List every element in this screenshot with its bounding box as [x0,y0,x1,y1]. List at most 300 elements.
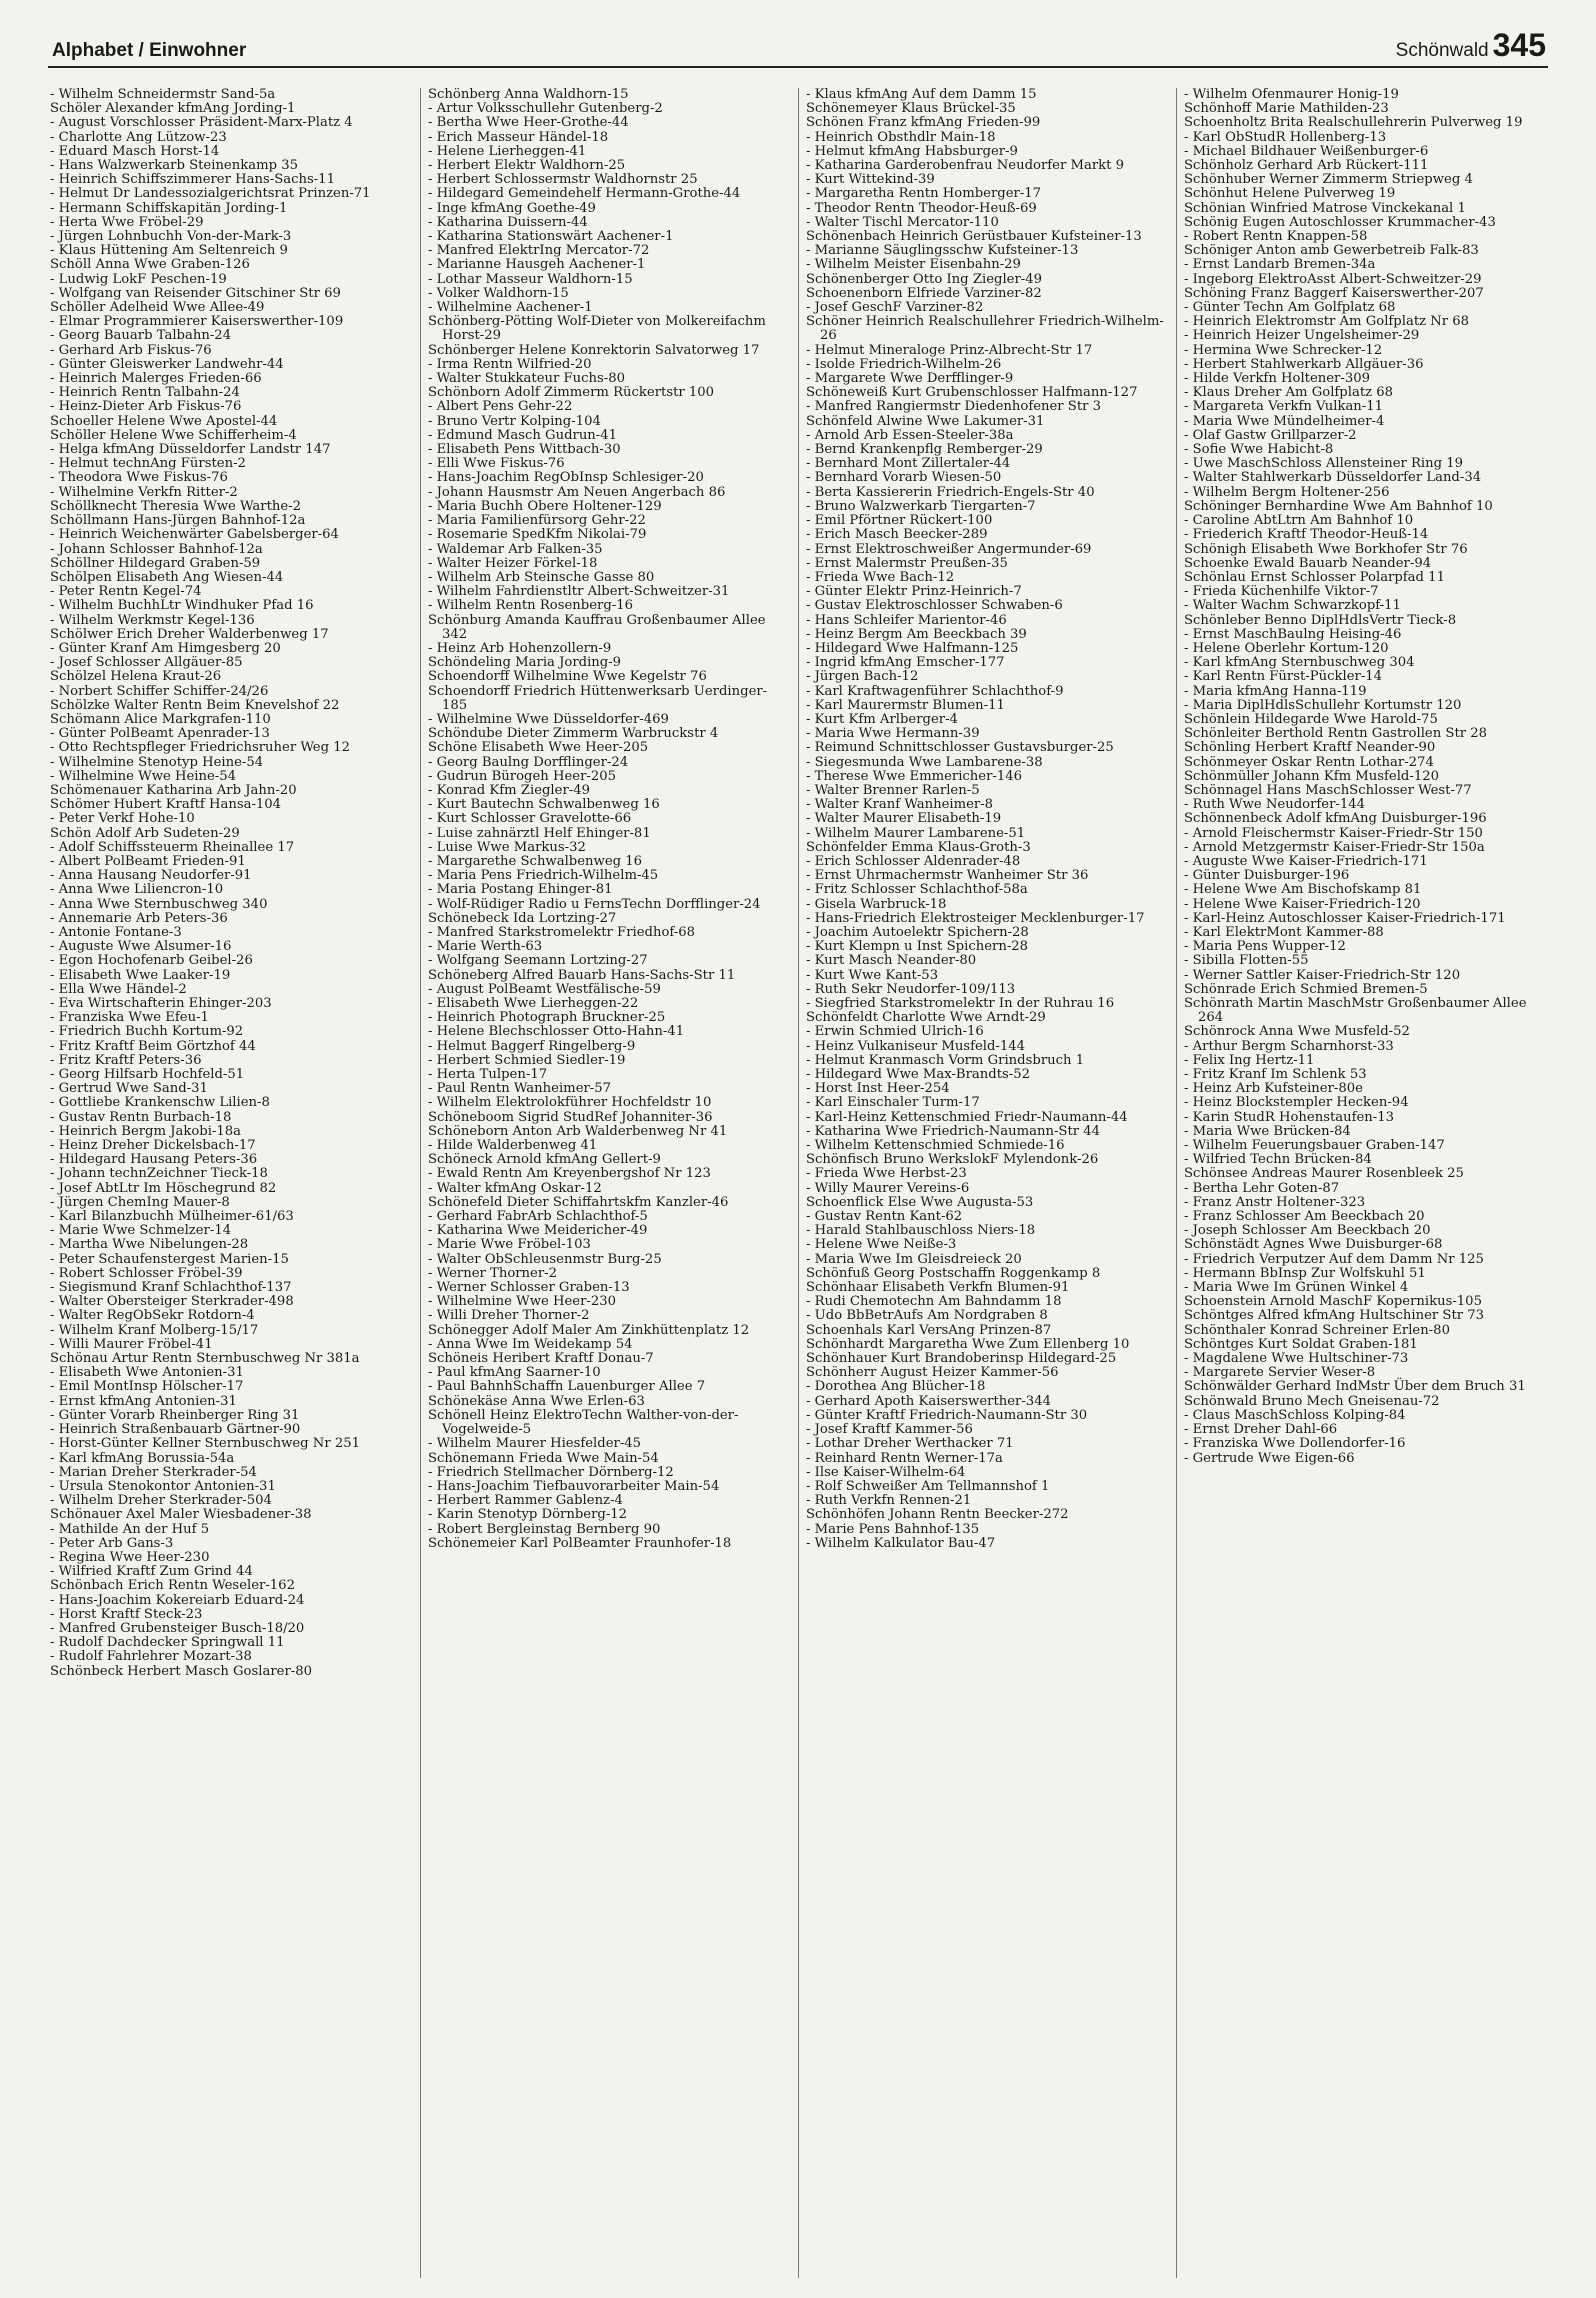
directory-entry: - Katharina Wwe Friedrich-Naumann-Str 44 [806,1123,1101,1139]
directory-entry: - Ursula Stenokontor Antonien-31 [50,1478,276,1494]
directory-entry: - Josef Schlosser Allgäuer-85 [50,655,243,671]
directory-entry: - Manfred Starkstromelektr Friedhof-68 [428,924,696,940]
directory-entry: Schöninger Bernhardine Wwe Am Bahnhof 10 [1184,498,1493,514]
directory-entry: Schölzel Helena Kraut-26 [50,669,222,685]
directory-entry: - Wilhelmine Aachener-1 [428,300,593,316]
directory-entry: - Hans Schleifer Marientor-46 [806,612,1007,628]
directory-entry: - Marianne Säuglingsschw Kufsteiner-13 [806,243,1079,259]
directory-entry: - Gerhard FabrArb Schlachthof-5 [428,1209,648,1225]
directory-entry: - Horst-Günter Kellner Sternbuschweg Nr 251 [50,1436,361,1452]
directory-entry: - Horst Inst Heer-254 [806,1081,950,1097]
directory-entry: - Waldemar Arb Falken-35 [428,541,603,557]
directory-entry: - Wilhelm Kranf Molberg-15/17 [50,1322,259,1338]
directory-entry: - Hilde Verkfn Holtener-309 [1184,371,1370,387]
directory-entry: - Eduard Masch Horst-14 [50,143,220,159]
directory-entry: - Josef Kraftf Kammer-56 [806,1422,973,1438]
directory-entry: - Dorothea Ang Blücher-18 [806,1379,986,1395]
directory-entry: - Ruth Verkfn Rennen-21 [806,1493,972,1509]
directory-entry: - Walter Brenner Rarlen-5 [806,782,980,798]
directory-entry: - Klaus Hüttening Am Seltenreich 9 [50,243,288,259]
directory-entry: - Hilde Walderbenweg 41 [428,1138,598,1154]
directory-entry: - Emil MontInsp Hölscher-17 [50,1379,244,1395]
directory-entry: - Walter Kranf Wanheimer-8 [806,797,994,813]
directory-entry: - Marie Wwe Schmelzer-14 [50,1223,232,1239]
directory-entry: Schöner Heinrich Realschullehrer Friedrich-Wilhelm-26 [806,314,1164,344]
directory-entry: - Willy Maurer Vereins-6 [806,1180,970,1196]
directory-entry: - Regina Wwe Heer-230 [50,1549,210,1565]
directory-entry: - Marie Wwe Fröbel-103 [428,1237,591,1253]
directory-entry: - Helene Wwe Am Bischofskamp 81 [1184,882,1422,898]
directory-entry: - Ernst kfmAng Antonien-31 [50,1393,237,1409]
directory-entry: - Kurt Kfm Arlberger-4 [806,711,958,727]
directory-entry: - Paul BahnhSchaffn Lauenburger Allee 7 [428,1379,706,1395]
directory-entry: Schöndube Dieter Zimmerm Warbruckstr 4 [428,726,719,742]
directory-entry: - Helmut kfmAng Habsburger-9 [806,143,1018,159]
directory-entry: Schönhauer Kurt Brandoberinsp Hildegard-25 [806,1351,1117,1367]
directory-entry: - Günter Gleiswerker Landwehr-44 [50,356,284,372]
directory-entry: - Günter Kraftf Friedrich-Naumann-Str 30 [806,1407,1088,1423]
directory-entry: - Wilhelmine Verkfn Ritter-2 [50,484,238,500]
directory-entry: Schöning Franz Baggerf Kaiserswerther-207 [1184,285,1484,301]
directory-entry: Schönekäse Anna Wwe Erlen-63 [428,1393,645,1409]
directory-entry: Schoendorff Wilhelmine Wwe Kegelstr 76 [428,669,707,685]
directory-entry: - Gustav Rentn Kant-62 [806,1209,963,1225]
directory-entry: - Ernst Elektroschweißer Angermunder-69 [806,541,1092,557]
directory-entry: Schönemann Frieda Wwe Main-54 [428,1450,659,1466]
directory-entry: - Theodora Wwe Fiskus-76 [50,470,228,486]
directory-entry: Schömer Hubert Kraftf Hansa-104 [50,797,282,813]
directory-entry: - Wilhelm Kalkulator Bau-47 [806,1535,996,1551]
directory-entry: - Georg Bauarb Talbahn-24 [50,328,232,344]
directory-entry: - Annemarie Arb Peters-36 [50,910,228,926]
directory-entry: - Walter Heizer Förkel-18 [428,555,598,571]
directory-entry: - Robert Rentn Knappen-58 [1184,229,1368,245]
directory-entry: Schöller Adelheid Wwe Allee-49 [50,300,265,316]
directory-entry: - Rudolf Dachdecker Springwall 11 [50,1635,285,1651]
directory-entry: Schönberg-Pötting Wolf-Dieter von Molkereifachm Horst-29 [428,314,766,344]
directory-entry: - Elisabeth Wwe Antonien-31 [50,1365,244,1381]
directory-entry: - Karl kfmAng Sternbuschweg 304 [1184,655,1415,671]
directory-entry: - Joseph Schlosser Am Beeckbach 20 [1184,1223,1431,1239]
directory-entry: Schönberg Anna Waldhorn-15 [428,88,629,102]
directory-entry: - Antonie Fontane-3 [50,924,182,940]
directory-entry: - Hans-Joachim Kokereiarb Eduard-24 [50,1592,305,1608]
directory-entry: Schöneis Heribert Kraftf Donau-7 [428,1351,654,1367]
directory-entry: - Kurt Klempn u Inst Spichern-28 [806,939,1029,955]
directory-entry: - Emil Pförtner Rückert-100 [806,513,993,529]
directory-entry: - Heinrich Weichenwärter Gabelsberger-64 [50,527,339,543]
directory-entry: - Charlotte Ang Lützow-23 [50,129,227,145]
directory-entry: - Auguste Wwe Kaiser-Friedrich-171 [1184,853,1428,869]
directory-entry: Schönrath Martin MaschMstr Großenbaumer Allee 264 [1184,996,1527,1026]
directory-entry: - Maria Buchh Obere Holtener-129 [428,498,662,514]
page-number: 345 [1492,27,1546,63]
directory-entry: - Wilfried Techn Brücken-84 [1184,1152,1372,1168]
directory-entry: - Ernst Malermstr Preußen-35 [806,555,1008,571]
directory-entry: Schönhoff Marie Mathilden-23 [1184,101,1389,117]
directory-entry: - Egon Hochofenarb Geibel-26 [50,953,253,969]
directory-entry: - Heinrich Photograph Bruckner-25 [428,1010,666,1026]
directory-columns [50,88,1546,2288]
directory-entry: - Heinz Bergm Am Beeckbach 39 [806,626,1027,642]
directory-entry: - Günter Elektr Prinz-Heinrich-7 [806,584,1022,600]
directory-entry: - Peter Arb Gans-3 [50,1535,174,1551]
directory-entry: Schönholz Gerhard Arb Rückert-111 [1184,158,1429,174]
directory-entry: - Kurt Schlosser Gravelotte-66 [428,811,632,827]
directory-entry: - Helga kfmAng Düsseldorfer Landstr 147 [50,442,331,458]
directory-entry: - Reinhard Rentn Werner-17a [806,1450,1003,1466]
directory-entry: - Wilhelm Bergm Holtener-256 [1184,484,1390,500]
directory-entry: - Helmut Kranmasch Vorm Grindsbruch 1 [806,1052,1085,1068]
directory-entry: - Isolde Friedrich-Wilhelm-26 [806,356,1002,372]
directory-entry: - Wolf-Rüdiger Radio u FernsTechn Dorfflinger-24 [428,896,761,912]
directory-entry: - Klaus kfmAng Auf dem Damm 15 [806,88,1037,102]
directory-entry: Schönian Winfried Matrose Vinckekanal 1 [1184,200,1466,216]
directory-entry: - Walter Stahlwerkarb Düsseldorfer Land-34 [1184,470,1482,486]
directory-entry: - Wilhelm Schneidermstr Sand-5a [50,88,276,102]
directory-entry: - Lothar Masseur Waldhorn-15 [428,271,633,287]
directory-entry: - Maria DiplHdlsSchullehr Kortumstr 120 [1184,697,1462,713]
directory-entry: - Helmut Baggerf Ringelberg-9 [428,1038,636,1054]
directory-entry: - Walter Maurer Elisabeth-19 [806,811,1002,827]
directory-entry: Schönfeld Alwine Wwe Lakumer-31 [806,413,1045,429]
directory-entry: - Reimund Schnittschlosser Gustavsburger-25 [806,740,1114,756]
directory-entry: - August Vorschlosser Präsident-Marx-Platz 4 [50,115,353,131]
directory-entry: - Kurt Bautechn Schwalbenweg 16 [428,797,660,813]
directory-entry: Schönfeldt Charlotte Wwe Arndt-29 [806,1010,1046,1026]
directory-entry: - Anna Wwe Im Weidekamp 54 [428,1336,633,1352]
directory-entry: - Friedrich Buchh Kortum-92 [50,1024,244,1040]
directory-entry: - Wilhelmine Wwe Heer-230 [428,1294,617,1310]
directory-entry: Schönell Heinz ElektroTechn Walther-von-der-Vogelweide-5 [428,1407,739,1438]
directory-entry: Schölwer Erich Dreher Walderbenweg 17 [50,626,329,642]
directory-entry: - Margaretha Rentn Homberger-17 [806,186,1042,202]
directory-entry: - Paul kfmAng Saarner-10 [428,1365,601,1381]
directory-entry: - Paul Rentn Wanheimer-57 [428,1081,612,1097]
directory-entry: - Wilhelm Feuerungsbauer Graben-147 [1184,1138,1445,1154]
directory-entry: Schönmüller Johann Kfm Musfeld-120 [1184,768,1440,784]
directory-entry: Schönwälder Gerhard IndMstr Über dem Bruch 31 [1184,1379,1526,1395]
directory-entry: - Ruth Sekr Neudorfer-109/113 [806,981,1016,997]
directory-entry: - August PolBeamt Westfälische-59 [428,981,661,997]
directory-entry: - Gustav Rentn Burbach-18 [50,1109,232,1125]
directory-entry: - Gudrun Bürogeh Heer-205 [428,768,616,784]
directory-entry: Schönthaler Konrad Schreiner Erlen-80 [1184,1322,1450,1338]
directory-entry: - Heinz Dreher Dickelsbach-17 [50,1138,256,1154]
directory-entry: - Karl ElektrMont Kammer-88 [1184,924,1384,940]
directory-entry: - Marie Pens Bahnhof-135 [806,1521,980,1537]
directory-entry: - Wilhelm Ofenmaurer Honig-19 [1184,88,1399,102]
directory-entry: - Günter Vorarb Rheinberger Ring 31 [50,1407,300,1423]
directory-entry: - Günter Duisburger-196 [1184,868,1350,884]
directory-entry: - Arnold Metzgermstr Kaiser-Friedr-Str 150a [1184,839,1485,855]
directory-entry: - Anna Hausang Neudorfer-91 [50,868,252,884]
column-divider [1176,88,1177,2278]
directory-entry: - Frieda Wwe Bach-12 [806,569,955,585]
directory-entry: Schöneberg Alfred Bauarb Hans-Sachs-Str 11 [428,967,736,983]
directory-entry: - Wolfgang van Reisender Gitschiner Str 69 [50,285,341,301]
directory-entry: Schömenauer Katharina Arb Jahn-20 [50,782,297,798]
directory-entry: - Walter kfmAng Oskar-12 [428,1180,602,1196]
directory-entry: - Elisabeth Wwe Lierheggen-22 [428,996,639,1011]
directory-entry: - Sofie Wwe Habicht-8 [1184,442,1334,458]
directory-entry: - Maria Wwe Im Gleisdreieck 20 [806,1251,1022,1267]
directory-entry: - Erich Schlosser Aldenrader-48 [806,853,1021,869]
directory-entry: - Anna Wwe Sternbuschweg 340 [50,896,268,912]
directory-entry: - Herbert Rammer Gablenz-4 [428,1493,623,1509]
directory-entry: - Margarete Servier Weser-8 [1184,1365,1376,1381]
directory-entry: - Werner Sattler Kaiser-Friedrich-Str 120 [1184,967,1461,983]
directory-entry: - Ernst Dreher Dahl-66 [1184,1422,1338,1438]
directory-entry: - Hermina Wwe Schrecker-12 [1184,342,1383,358]
directory-entry: - Ewald Rentn Am Kreyenbergshof Nr 123 [428,1166,711,1182]
directory-entry: - Wilhelm Dreher Sterkrader-504 [50,1493,272,1509]
directory-entry: - Rolf Schweißer Am Tellmannshof 1 [806,1478,1050,1494]
directory-entry: - Siegfried Starkstromelektr In der Ruhrau 16 [806,996,1115,1011]
directory-entry: - Friedrich Verputzer Auf dem Damm Nr 125 [1184,1251,1484,1267]
directory-entry: - Ilse Kaiser-Wilhelm-64 [806,1464,966,1480]
directory-entry: - Walter Stukkateur Fuchs-80 [428,371,626,387]
directory-entry: - Günter Techn Am Golfplatz 68 [1184,300,1396,316]
directory-entry: - Walter RegObSekr Rotdorn-4 [50,1308,255,1324]
directory-entry: - Peter Verkf Hohe-10 [50,811,195,827]
directory-entry: - Harald Stahlbauschloss Niers-18 [806,1223,1036,1239]
directory-entry: - Maria kfmAng Hanna-119 [1184,683,1367,699]
directory-entry: - Friedrich Stellmacher Dörnberg-12 [428,1464,674,1480]
directory-entry: - Maria Wwe Brücken-84 [1184,1123,1351,1139]
directory-entry: - Maria Pens Friedrich-Wilhelm-45 [428,868,659,884]
directory-entry: - Hans-Joachim RegObInsp Schlesiger-20 [428,470,704,486]
directory-entry: - Karl Bilanzbuchh Mülheimer-61/63 [50,1209,294,1225]
column-2 [428,88,792,2278]
directory-entry: - Magdalene Wwe Hultschiner-73 [1184,1351,1409,1367]
directory-entry: Schönmeyer Oskar Rentn Lothar-274 [1184,754,1434,770]
directory-entry: - Caroline AbtLtrn Am Bahnhof 10 [1184,513,1414,529]
directory-entry: - Artur Volksschullehr Gutenberg-2 [428,101,663,117]
directory-entry: - Maria Wwe Hermann-39 [806,726,980,742]
directory-entry: - Karl Maurermstr Blumen-11 [806,697,1005,713]
directory-entry: Schönleiter Berthold Rentn Gastrollen Str 28 [1184,726,1488,742]
directory-entry: - Heinz Arb Kufsteiner-80e [1184,1081,1363,1097]
directory-entry: - Erich Masch Beecker-289 [806,527,988,543]
directory-entry: - Heinrich Malerges Frieden-66 [50,371,262,387]
directory-entry: - Maria Wwe Mündelheimer-4 [1184,413,1385,429]
directory-entry: - Arthur Bergm Scharnhorst-33 [1184,1038,1394,1054]
directory-entry: - Konrad Kfm Ziegler-49 [428,782,590,798]
directory-entry: Schöllknecht Theresia Wwe Warthe-2 [50,498,302,514]
directory-entry: - Gustav Elektroschlosser Schwaben-6 [806,598,1063,614]
directory-entry: - Karl-Heinz Autoschlosser Kaiser-Friedrich-171 [1184,910,1506,926]
directory-entry: - Marianne Hausgeh Aachener-1 [428,257,646,273]
directory-entry: - Ludwig LokF Peschen-19 [50,271,227,287]
directory-entry: Schöll Anna Wwe Graben-126 [50,257,250,273]
directory-entry: - Klaus Dreher Am Golfplatz 68 [1184,385,1394,401]
directory-entry: Schöneck Arnold kfmAng Gellert-9 [428,1152,661,1168]
directory-entry: - Johann Hausmstr Am Neuen Angerbach 86 [428,484,726,500]
directory-entry: - Therese Wwe Emmericher-146 [806,768,1023,784]
directory-entry: - Uwe MaschSchloss Allensteiner Ring 19 [1184,456,1464,472]
directory-entry: - Elisabeth Pens Wittbach-30 [428,442,621,458]
directory-entry: Schönhöfen Johann Rentn Beecker-272 [806,1507,1069,1523]
directory-entry: - Willi Maurer Fröbel-41 [50,1336,213,1352]
column-divider [798,88,799,2278]
directory-entry: - Marie Werth-63 [428,939,543,955]
directory-entry: - Gisela Warbruck-18 [806,896,947,912]
directory-entry: - Manfred ElektrIng Mercator-72 [428,243,650,259]
directory-entry: - Erich Masseur Händel-18 [428,129,609,145]
directory-entry: - Jürgen Bach-12 [806,669,919,685]
directory-entry: Schoenenborn Elfriede Varziner-82 [806,285,1042,301]
directory-entry: - Michael Bildhauer Weißenburger-6 [1184,143,1429,159]
directory-entry: Schöntges Kurt Soldat Graben-181 [1184,1336,1418,1352]
directory-entry: - Peter Schaufenstergest Marien-15 [50,1251,289,1267]
directory-entry: - Hildegard Gemeindehelf Hermann-Grothe-44 [428,186,741,202]
directory-entry: Schönwald Bruno Mech Gneisenau-72 [1184,1393,1440,1409]
directory-entry: - Helene Blechschlosser Otto-Hahn-41 [428,1024,685,1040]
directory-entry: - Wilhelm Maurer Lambarene-51 [806,825,1026,841]
directory-entry: - Rosemarie SpedKfm Nikolai-79 [428,527,647,543]
directory-entry: - Siegismund Kranf Schlachthof-137 [50,1280,292,1296]
directory-entry: - Hans-Friedrich Elektrosteiger Mecklenburger-17 [806,910,1145,926]
directory-entry: Schöneboom Sigrid StudRef Johanniter-36 [428,1109,713,1125]
directory-entry: - Bernd Krankenpflg Remberger-29 [806,442,1043,458]
directory-entry: Schöndeling Maria Jording-9 [428,655,622,671]
directory-entry: Schönigh Elisabeth Wwe Borkhofer Str 76 [1184,541,1468,557]
directory-entry: - Karin Stenotyp Dörnberg-12 [428,1507,628,1523]
column-1 [50,88,414,2278]
directory-entry: Schönfisch Bruno WerkslokF Mylendonk-26 [806,1152,1099,1168]
directory-entry: Schönnagel Hans MaschSchlosser West-77 [1184,782,1472,798]
page-header [48,27,1548,68]
directory-entry: Schönleber Benno DiplHdlsVertr Tieck-8 [1184,612,1457,628]
directory-entry: - Helmut Dr Landessozialgerichtsrat Prinzen-71 [50,186,371,202]
directory-entry: - Kurt Wittekind-39 [806,172,935,188]
directory-entry: - Heinz-Dieter Arb Fiskus-76 [50,399,242,415]
directory-entry: - Walter Tischl Mercator-110 [806,214,999,230]
directory-entry: - Joachim Autoelektr Spichern-28 [806,924,1029,940]
directory-entry: - Ingeborg ElektroAsst Albert-Schweitzer-29 [1184,271,1482,287]
directory-entry: - Volker Waldhorn-15 [428,285,569,301]
directory-entry: - Wilhelm Kettenschmied Schmiede-16 [806,1138,1065,1154]
directory-entry: - Ella Wwe Händel-2 [50,981,187,997]
directory-entry: - Wilhelm Werkmstr Kegel-136 [50,612,255,628]
directory-entry: - Norbert Schiffer Schiffer-24/26 [50,683,269,699]
directory-entry: Schöneborn Anton Arb Walderbenweg Nr 41 [428,1123,728,1139]
directory-entry: - Wilfried Kraftf Zum Grind 44 [50,1564,253,1580]
directory-entry: Schoenflick Else Wwe Augusta-53 [806,1194,1034,1210]
directory-entry: - Franz Schlosser Am Beeckbach 20 [1184,1209,1425,1225]
directory-entry: - Gertrude Wwe Eigen-66 [1184,1450,1355,1466]
directory-entry: - Herta Wwe Fröbel-29 [50,214,204,230]
directory-entry: - Heinrich Straßenbauarb Gärtner-90 [50,1422,301,1438]
directory-entry: Schönborn Adolf Zimmerm Rückertstr 100 [428,385,715,401]
directory-entry: Schönhuber Werner Zimmerm Striepweg 4 [1184,172,1473,188]
directory-entry: - Luise zahnärztl Helf Ehinger-81 [428,825,651,841]
directory-entry: Schönsee Andreas Maurer Rosenbleek 25 [1184,1166,1464,1182]
directory-entry: - Fritz Kraftf Peters-36 [50,1052,202,1068]
directory-entry: - Helene Oberlehr Kortum-120 [1184,640,1389,656]
directory-entry: - Albert PolBeamt Frieden-91 [50,853,246,869]
directory-entry: - Berta Kassiererin Friedrich-Engels-Str 40 [806,484,1095,500]
directory-entry: - Bertha Lehr Goten-87 [1184,1180,1340,1196]
directory-entry: - Helene Lierheggen-41 [428,143,587,159]
directory-entry: - Wilhelmine Stenotyp Heine-54 [50,754,264,770]
directory-entry: Schölpen Elisabeth Ang Wiesen-44 [50,569,284,585]
directory-entry: - Martha Wwe Nibelungen-28 [50,1237,249,1253]
directory-entry: - Anna Wwe Liliencron-10 [50,882,224,898]
directory-entry: - Bernhard Mont Zillertaler-44 [806,456,1011,472]
directory-entry: - Karl kfmAng Borussia-54a [50,1450,235,1466]
directory-entry: - Heinrich Obsthdlr Main-18 [806,129,996,145]
directory-entry: - Hildegard Wwe Halfmann-125 [806,640,1019,656]
directory-entry: - Georg Hilfsarb Hochfeld-51 [50,1067,245,1083]
directory-entry: - Maria Pens Wupper-12 [1184,939,1346,955]
directory-entry: - Maria Familienfürsorg Gehr-22 [428,513,646,529]
directory-entry: - Wilhelm Meister Eisenbahn-29 [806,257,1021,273]
directory-entry: - Albert Pens Gehr-22 [428,399,573,415]
directory-entry: - Karl Einschaler Turm-17 [806,1095,980,1111]
directory-entry: - Wilhelmine Wwe Heine-54 [50,768,237,784]
directory-entry: Schöneweiß Kurt Grubenschlosser Halfmann-127 [806,385,1138,401]
directory-entry: - Siegesmunda Wwe Lambarene-38 [806,754,1043,770]
directory-entry: Schönau Artur Rentn Sternbuschweg Nr 381a [50,1351,360,1367]
directory-entry: Schönemeier Karl PolBeamter Fraunhofer-18 [428,1535,732,1551]
directory-entry: Schoenholtz Brita Realschullehrerin Pulverweg 19 [1184,115,1523,131]
column-3 [806,88,1170,2278]
directory-entry: - Gerhard Apoth Kaiserswerther-344 [806,1393,1051,1409]
directory-entry: - Robert Schlosser Fröbel-39 [50,1265,243,1281]
directory-entry: - Heinrich Schiffszimmerer Hans-Sachs-11 [50,172,335,188]
directory-entry: Schönlau Ernst Schlosser Polarpfad 11 [1184,569,1445,585]
directory-entry: Schönhaar Elisabeth Verkfn Blumen-91 [806,1280,1070,1296]
directory-entry: - Adolf Schiffssteuerm Rheinallee 17 [50,839,295,855]
directory-entry: - Josef GeschF Varziner-82 [806,300,984,316]
directory-entry: - Heinz Vulkaniseur Musfeld-144 [806,1038,1026,1054]
directory-entry: - Inge kfmAng Goethe-49 [428,200,596,216]
directory-entry: - Heinrich Elektromstr Am Golfplatz Nr 68 [1184,314,1470,330]
directory-entry: Schön Adolf Arb Sudeten-29 [50,825,240,841]
directory-entry: - Frieda Wwe Herbst-23 [806,1166,967,1182]
directory-entry: Schönebeck Ida Lortzing-27 [428,910,617,926]
directory-entry: - Werner Thorner-2 [428,1265,558,1281]
directory-entry: - Karin StudR Hohenstaufen-13 [1184,1109,1395,1125]
directory-entry: Schömann Alice Markgrafen-110 [50,711,271,727]
directory-entry: - Kurt Masch Neander-80 [806,953,977,969]
directory-entry: - Theodor Rentn Theodor-Heuß-69 [806,200,1037,216]
directory-entry: - Ruth Wwe Neudorfer-144 [1184,797,1366,813]
directory-entry: - Kurt Wwe Kant-53 [806,967,939,983]
directory-entry: - Sibilla Flotten-55 [1184,953,1309,969]
directory-entry: - Auguste Wwe Alsumer-16 [50,939,232,955]
directory-entry: - Hans Walzwerkarb Steinenkamp 35 [50,158,299,174]
directory-entry: - Maria Wwe Im Grünen Winkel 4 [1184,1280,1409,1296]
directory-entry: - Josef AbtLtr Im Höschegrund 82 [50,1180,277,1196]
directory-entry: Schoenstein Arnold MaschF Kopernikus-105 [1184,1294,1482,1310]
directory-entry: - Luise Wwe Markus-32 [428,839,586,855]
directory-entry: - Hildegard Hausang Peters-36 [50,1152,258,1168]
directory-entry: - Margareta Verkfn Vulkan-11 [1184,399,1384,415]
directory-entry: Schölzke Walter Rentn Beim Knevelshof 22 [50,697,340,713]
directory-entry: - Irma Rentn Wilfried-20 [428,356,592,372]
directory-entry: - Friederich Kraftf Theodor-Heuß-14 [1184,527,1429,543]
section-title: Alphabet / Einwohner [52,40,247,61]
directory-entry: - Manfred Rangiermstr Diedenhofener Str 3 [806,399,1102,415]
directory-entry: - Ernst Landarb Bremen-34a [1184,257,1376,273]
directory-entry: - Wilhelm BuchhLtr Windhuker Pfad 16 [50,598,314,614]
directory-entry: - Wolfgang Seemann Lortzing-27 [428,953,648,969]
directory-entry: - Gertrud Wwe Sand-31 [50,1081,208,1097]
directory-entry: Schönnenbeck Adolf kfmAng Duisburger-196 [1184,811,1487,827]
